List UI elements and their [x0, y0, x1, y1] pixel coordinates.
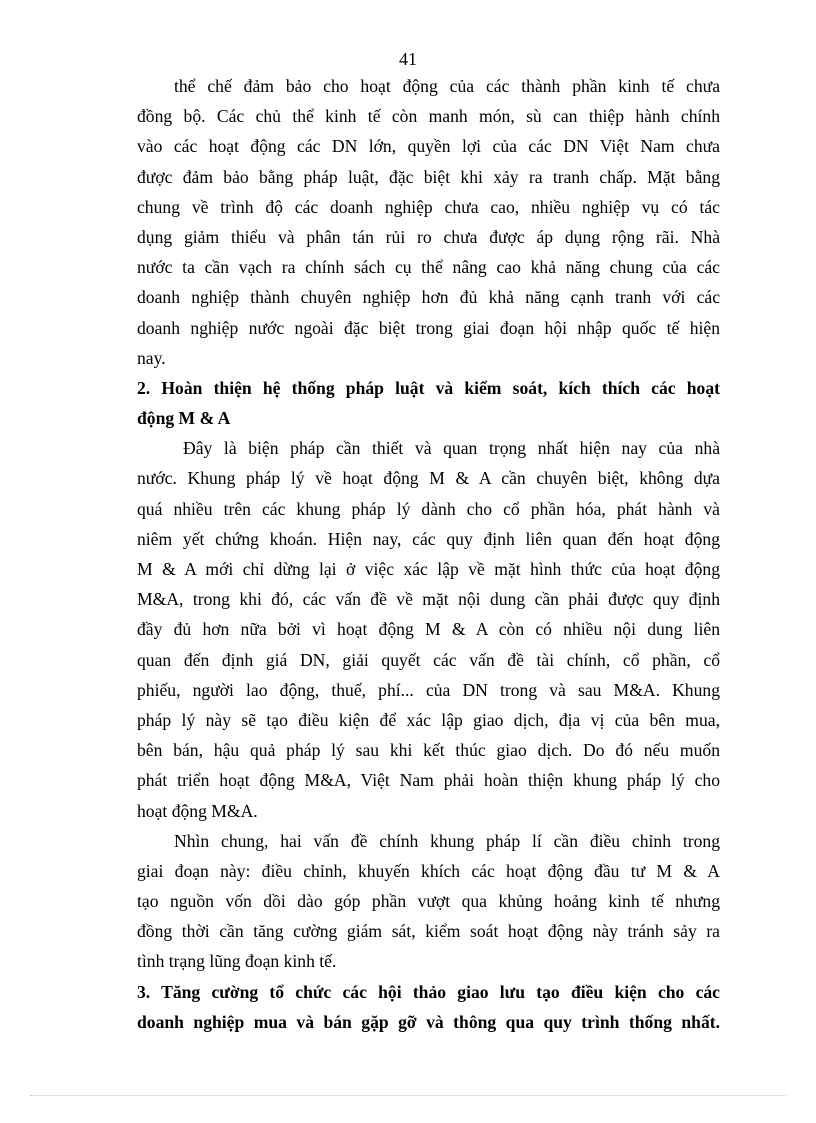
text-line: quá nhiều trên các khung pháp lý dành cho cổ phần hóa, phát hành và	[137, 498, 720, 519]
document-body	[137, 71, 720, 1037]
text-line: nay.	[137, 347, 166, 368]
heading-line: động M & A	[137, 408, 231, 429]
heading-line: 2. Hoàn thiện hệ thống pháp luật và kiểm soát, kích thích các hoạt	[137, 377, 720, 398]
text-line: Đây là biện pháp cần thiết và quan trọng nhất hiện nay của nhà	[183, 438, 720, 459]
text-line: tạo nguồn vốn dồi dào góp phần vượt qua khủng hoảng kinh tế nhưng	[137, 891, 720, 912]
text-line: niêm yết chứng khoán. Hiện nay, các quy định liên quan đến hoạt động	[137, 528, 720, 549]
text-line: dụng giảm thiểu và phân tán rủi ro chưa được áp dụng rộng rãi. Nhà	[137, 226, 720, 247]
text-line: phiếu, người lao động, thuế, phí... của DN trong và sau M&A. Khung	[137, 679, 720, 700]
text-line: được đảm bảo bằng pháp luật, đặc biệt khi xảy ra tranh chấp. Mặt bằng	[137, 166, 720, 187]
page-bottom-rule	[30, 1095, 786, 1096]
text-line: quan đến định giá DN, giải quyết các vấn đề tài chính, cổ phần, cổ	[137, 649, 720, 670]
text-line: đồng bộ. Các chủ thể kinh tế còn manh món, sù can thiệp hành chính	[137, 106, 720, 127]
text-line: nước ta cần vạch ra chính sách cụ thể nâng cao khả năng chung của các	[137, 257, 720, 278]
page-number: 41	[399, 49, 417, 69]
text-line: nước. Khung pháp lý về hoạt động M & A cần chuyên biệt, không dựa	[137, 468, 720, 489]
text-line: phát triển hoạt động M&A, Việt Nam phải hoàn thiện khung pháp lý cho	[137, 770, 720, 791]
text-line: hoạt động M&A.	[137, 800, 258, 821]
text-line: đầy đủ hơn nữa bởi vì hoạt động M & A còn có nhiều nội dung liên	[137, 619, 720, 640]
section-heading-3	[137, 977, 720, 1037]
text-line: doanh nghiệp nước ngoài đặc biệt trong giai đoạn hội nhập quốc tế hiện	[137, 317, 720, 338]
text-line: tình trạng lũng đoạn kinh tế.	[137, 951, 337, 972]
text-line: thể chế đảm bảo cho hoạt động của các thành phần kinh tế chưa	[174, 76, 720, 96]
text-line: pháp lý này sẽ tạo điều kiện để xác lập giao dịch, địa vị của bên mua,	[137, 709, 720, 730]
paragraph-ma-framework	[137, 433, 720, 825]
text-line: M & A mới chỉ dừng lại ở việc xác lập về mặt hình thức của hoạt động	[137, 559, 720, 579]
paragraph-legal-framework	[137, 71, 720, 373]
text-line: giai đoạn này: điều chỉnh, khuyến khích các hoạt động đầu tư M & A	[137, 860, 720, 881]
section-heading-2	[137, 373, 720, 433]
heading-line: doanh nghiệp mua và bán gặp gỡ và thông qua quy trình thống nhất.	[137, 1011, 720, 1032]
text-line: doanh nghiệp thành chuyên nghiệp hơn đủ khả năng cạnh tranh với các	[137, 287, 720, 308]
paragraph-summary	[137, 826, 720, 977]
text-line: chung về trình độ các doanh nghiệp chưa cao, nhiều nghiệp vụ có tác	[137, 196, 720, 217]
text-line: đồng thời cần tăng cường giám sát, kiểm soát hoạt động này tránh sảy ra	[137, 921, 720, 942]
text-line: vào các hoạt động các DN lớn, quyền lợi của các DN Việt Nam chưa	[137, 136, 720, 157]
text-line: Nhìn chung, hai vấn đề chính khung pháp lí cần điều chỉnh trong	[174, 830, 720, 851]
text-line: M&A, trong khi đó, các vấn đề về mặt nội dung cần phải được quy định	[137, 589, 720, 610]
text-line: bên bán, hậu quả pháp lý sau khi kết thúc giao dịch. Do đó nếu muốn	[137, 740, 720, 761]
heading-line: 3. Tăng cường tổ chức các hội thảo giao lưu tạo điều kiện cho các	[137, 981, 720, 1002]
